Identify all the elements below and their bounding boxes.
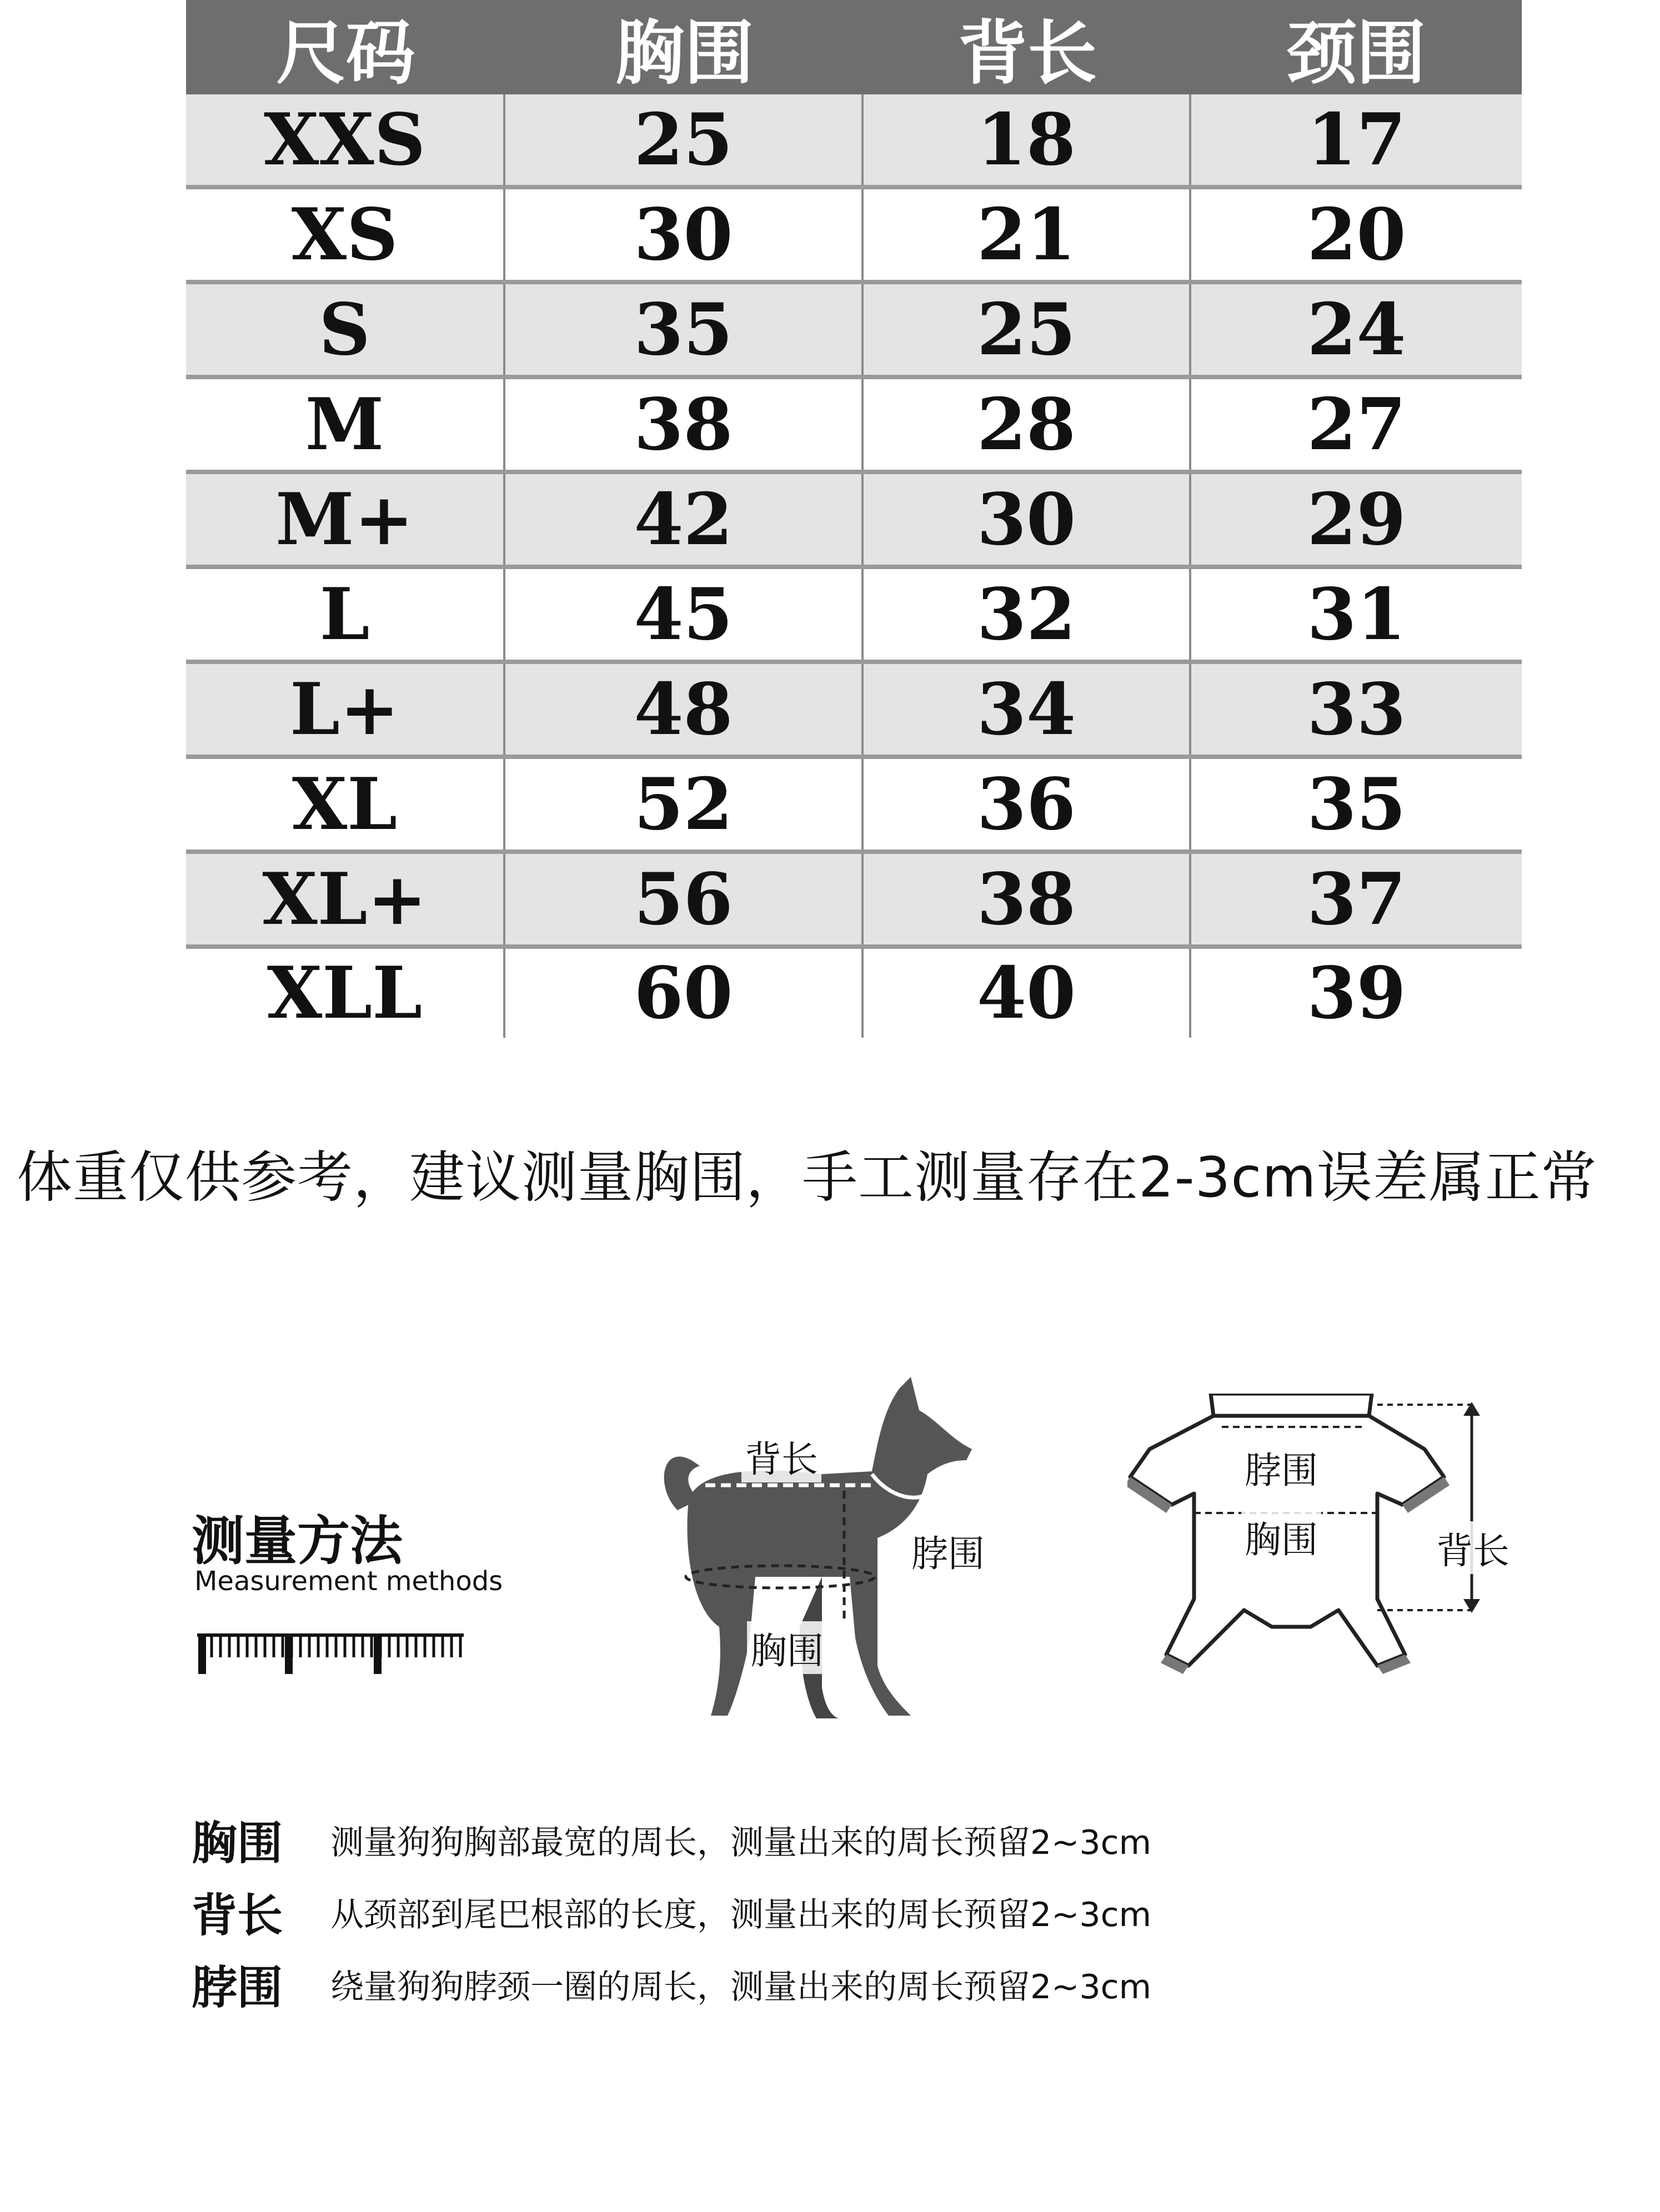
- cell-neck: 20: [1307, 193, 1406, 276]
- cell-size: M: [186, 379, 505, 470]
- method-subtitle: Measurement methods: [194, 1566, 503, 1597]
- cell-back-length: 25: [864, 284, 1191, 375]
- cell-back-length: 40: [864, 949, 1191, 1038]
- cell-neck: 27: [1307, 383, 1406, 466]
- cell-chest: 45: [505, 569, 864, 660]
- cell-size: XXS: [186, 94, 505, 185]
- definition-chest: [192, 1807, 1151, 1872]
- garment-label-chest: 胸围: [1241, 1510, 1321, 1563]
- measurement-note: 体重仅供参考，建议测量胸围，手工测量存在2-3cm误差属正常: [17, 1145, 1597, 1210]
- definition-text: 从颈部到尾巴根部的长度，测量出来的周长预留2~3cm: [330, 1895, 1152, 1934]
- cell-back-length: 32: [864, 569, 1191, 660]
- header-back-length: 背长: [958, 13, 1097, 94]
- cell-chest: 56: [505, 854, 864, 944]
- garment-label-neck: 脖围: [1241, 1441, 1321, 1494]
- table-row: [186, 569, 1522, 664]
- cell-neck: 39: [1307, 952, 1406, 1035]
- cell-chest: 52: [505, 759, 864, 849]
- cell-chest: 30: [505, 189, 864, 280]
- cell-back-length: 38: [864, 854, 1191, 944]
- definition-back-length: [192, 1879, 1151, 1944]
- cell-size: L+: [186, 664, 505, 755]
- cell-size: S: [186, 284, 505, 375]
- header-size: 尺码: [276, 13, 415, 94]
- definition-term: 胸围: [192, 1817, 283, 1870]
- cell-back-length: 21: [864, 189, 1191, 280]
- garment-label-back: 背长: [1433, 1521, 1513, 1574]
- cell-chest: 25: [505, 94, 864, 185]
- cell-neck: 35: [1307, 762, 1406, 846]
- cell-back-length: 34: [864, 664, 1191, 755]
- header-chest: 胸围: [615, 13, 754, 94]
- cell-neck: 37: [1307, 857, 1406, 941]
- cell-chest: 48: [505, 664, 864, 755]
- cell-chest: 38: [505, 379, 864, 470]
- cell-back-length: 28: [864, 379, 1191, 470]
- table-header: [186, 0, 1522, 94]
- table-row: [186, 759, 1522, 854]
- cell-neck: 31: [1307, 572, 1406, 656]
- table-row: [186, 379, 1522, 474]
- table-row: [186, 284, 1522, 379]
- ruler-icon: [197, 1613, 464, 1674]
- cell-size: M+: [186, 474, 505, 565]
- dog-label-back: 背长: [741, 1430, 821, 1482]
- garment-diagram: [1127, 1394, 1544, 1727]
- cell-chest: 35: [505, 284, 864, 375]
- size-table: [186, 0, 1522, 1035]
- definition-neck: [192, 1952, 1151, 2017]
- dog-label-chest: 胸围: [747, 1621, 827, 1674]
- table-row: [186, 474, 1522, 569]
- method-title: 测量方法: [192, 1511, 403, 1572]
- dog-diagram: [639, 1377, 1027, 1732]
- table-row: [186, 854, 1522, 949]
- definition-term: 脖围: [192, 1962, 283, 2014]
- cell-size: L: [186, 569, 505, 660]
- table-row: [186, 949, 1522, 1038]
- cell-neck: 24: [1307, 288, 1406, 371]
- cell-neck: 33: [1307, 667, 1406, 751]
- table-row: [186, 94, 1522, 189]
- cell-size: XS: [186, 189, 505, 280]
- cell-size: XLL: [186, 949, 505, 1038]
- cell-size: XL: [186, 759, 505, 849]
- table-body: [186, 94, 1522, 1038]
- cell-back-length: 18: [864, 94, 1191, 185]
- cell-neck: 29: [1307, 477, 1406, 561]
- cell-chest: 60: [505, 949, 864, 1038]
- cell-neck: 17: [1307, 98, 1406, 182]
- definition-text: 测量狗狗胸部最宽的周长，测量出来的周长预留2~3cm: [330, 1823, 1152, 1862]
- header-neck: 颈围: [1287, 13, 1426, 94]
- cell-back-length: 36: [864, 759, 1191, 849]
- dog-label-neck: 脖围: [908, 1524, 988, 1577]
- table-row: [186, 664, 1522, 759]
- cell-chest: 42: [505, 474, 864, 565]
- definition-text: 绕量狗狗脖颈一圈的周长，测量出来的周长预留2~3cm: [330, 1967, 1152, 2007]
- cell-back-length: 30: [864, 474, 1191, 565]
- cell-size: XL+: [186, 854, 505, 944]
- definition-term: 背长: [192, 1889, 283, 1942]
- table-row: [186, 189, 1522, 284]
